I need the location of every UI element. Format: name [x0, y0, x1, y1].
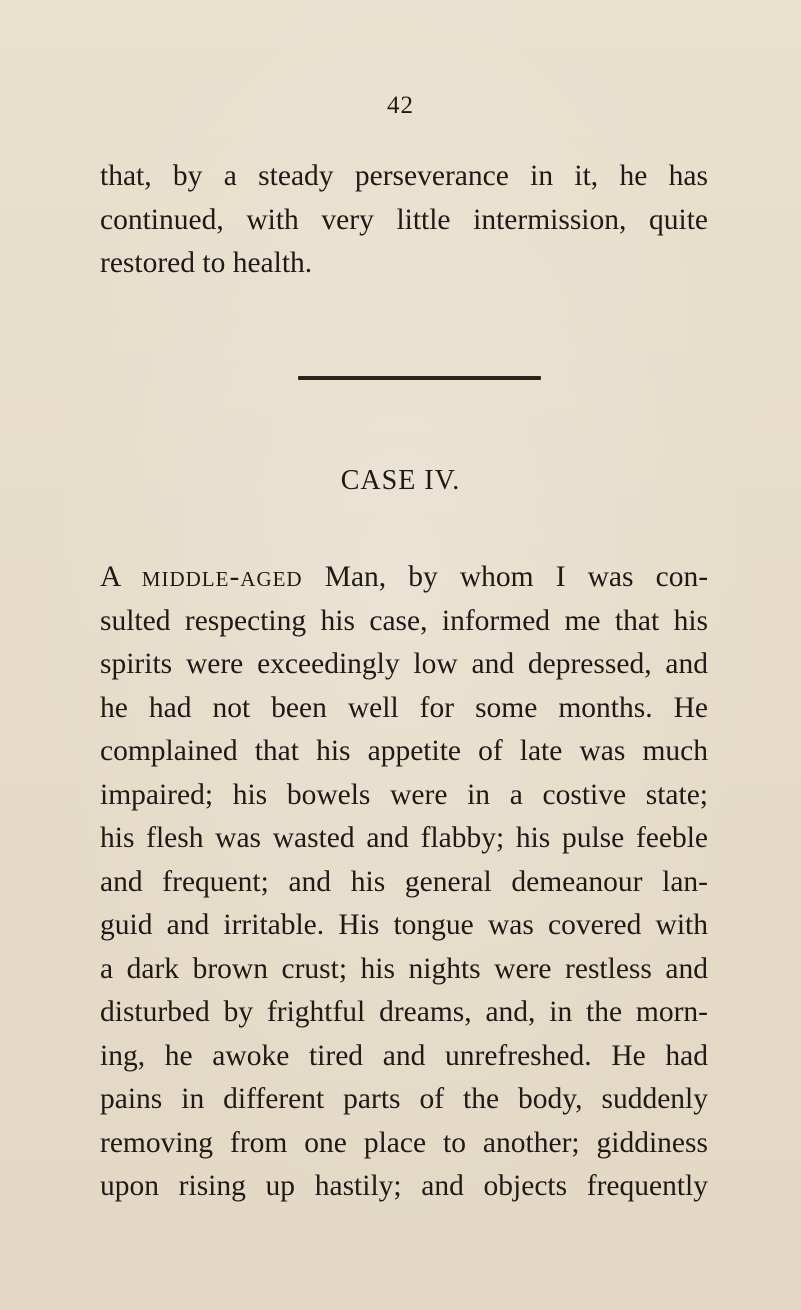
paragraph-line: restored to health. [100, 247, 313, 279]
paragraph-line: pains in different parts of the body, suddenly [100, 1083, 708, 1115]
paragraph-line: disturbed by frightful dreams, and, in the morn- [100, 996, 708, 1028]
case-lead-smallcaps: middle-aged [141, 561, 303, 593]
case-heading: CASE IV. [340, 465, 461, 496]
paragraph-line: removing from one place to another; giddiness [100, 1126, 708, 1159]
paragraph-line: guid and irritable. His tongue was covered with [100, 909, 708, 941]
paragraph-line: sulted respecting his case, informed me that his [100, 604, 708, 637]
paragraph-line: and frequent; and his general demeanour lan- [100, 865, 708, 898]
paragraph-line: his flesh was wasted and flabby; his pulse feeble [100, 822, 708, 854]
paragraph-line: continued, with very little intermission, quite [100, 203, 708, 236]
paragraph-line [100, 556, 708, 600]
paragraph-line: a dark brown crust; his nights were restless and [100, 952, 708, 985]
paragraph-line: complained that his appetite of late was much [100, 735, 708, 767]
paragraph-line: he had not been well for some months. He [100, 691, 708, 724]
opening-paragraph [100, 155, 708, 286]
paragraph-line: ing, he awoke tired and unrefreshed. He had [100, 1039, 708, 1072]
paragraph-line: impaired; his bowels were in a costive state; [100, 778, 708, 811]
paragraph-line: upon rising up hastily; and objects frequently [100, 1170, 708, 1202]
paragraph-line: spirits were exceedingly low and depressed, and [100, 648, 708, 680]
paragraph-line: that, by a steady perseverance in it, he has [100, 160, 708, 192]
section-divider [298, 376, 541, 380]
page-number: 42 [387, 92, 414, 119]
case-lead-initial: A [100, 561, 120, 593]
case-paragraph [100, 556, 708, 1209]
case-lead-rest: Man, by whom I was con- [324, 561, 709, 593]
